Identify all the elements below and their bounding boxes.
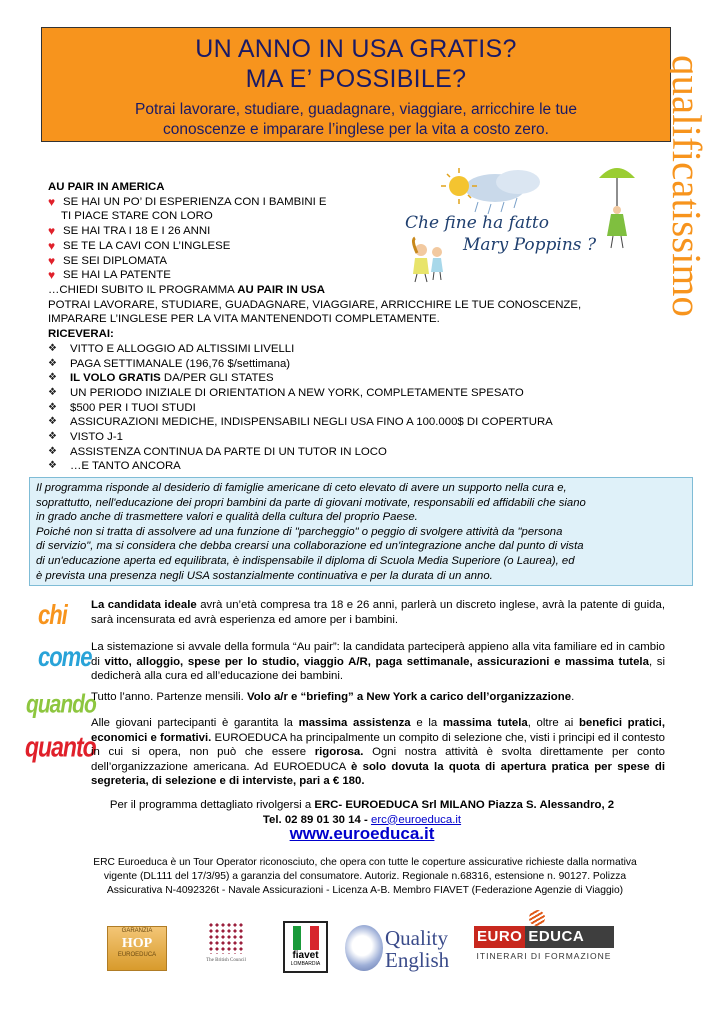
benefit-text: DA/PER GLI STATES [160,372,274,385]
chi-text: avrà un’età compresa tra 18 e 26 anni, parlerà un discreto inglese, avrà la patente di guida, sarà incensurata ed avrà esperienza ed amore per i bambini. [91,599,666,626]
quanto-text: EUROEDUCA ha principalmente un compito di selezione che, visti i principi ed il contesto in cui si opera, non può che essere [91,731,665,759]
benefit-text: ASSISTENZA CONTINUA DA PARTE DI UN TUTOR IN LOCO [70,445,387,458]
q-swirl-icon [345,925,383,971]
section-quando-text [91,690,665,705]
hop-guarantee-logo [107,926,167,971]
chi-bold: La candidata ideale [91,599,197,611]
benefit-item [48,459,581,474]
dot-grid-icon [208,922,244,954]
diamond-bullet-icon: ❖ [48,431,57,443]
quando-text: . [571,691,575,703]
label-quando: quando [26,690,96,719]
diamond-bullet-icon: ❖ [48,460,57,472]
quanto-text: Ogni nostra attività è svolta direttamente per conto dell’organizzazione americana. Ad EUROEDUCA [91,746,665,773]
requirement-item [48,195,327,210]
benefit-item [48,386,581,401]
quanto-bold: massima tutela [442,717,528,729]
ask-prefix: …CHIEDI SUBITO IL PROGRAMMA [48,284,238,296]
euroeduca-logo [474,924,614,974]
contact-phone: Tel. 02 89 01 30 14 - [262,813,371,826]
benefit-item [48,401,581,416]
quanto-bold: rigorosa. [314,746,364,759]
diamond-bullet-icon: ❖ [48,386,57,398]
euroeduca-tagline: ITINERARI DI FORMAZIONE [476,951,612,961]
euroeduca-euro: EURO [474,926,525,948]
section-come-text [91,640,665,684]
heart-icon: ♥ [48,194,56,209]
child-figure-icon [431,247,443,280]
benefit-text: VITTO E ALLOGGIO AD ALTISSIMI LIVELLI [70,342,295,355]
child-figure-icon [413,238,429,282]
aupair-section [48,180,327,283]
come-text: , si dedicherà alla cura ed all’educazione dei bambini. [91,655,665,683]
benefit-item [48,342,581,357]
benefit-text: VISTO J-1 [70,431,123,444]
vertical-tagline-text: qualificatissimo [664,55,710,317]
email-link[interactable]: erc@euroeduca.it [370,813,462,826]
benefit-item [48,415,581,430]
contact-line1 [0,798,724,813]
benefit-text: …E TANTO ANCORA [70,460,181,473]
quando-bold: Volo a/r e “briefing” a New York a carico dell’organizzazione [246,691,572,703]
requirement-item [48,224,327,239]
benefit-item [48,371,581,386]
requirement-item [48,254,327,269]
diamond-bullet-icon: ❖ [48,416,57,428]
hop-bottom-text: EUROEDUCA [117,952,157,958]
header-banner [41,27,671,142]
legal-line: vigente (DL111 del 17/3/95) a garanzia del consumatore. Autoriz. Regionale n.68316, estensione n. 90127. Polizza [103,871,627,882]
diamond-bullet-icon: ❖ [48,357,57,369]
section-quanto-text [91,716,665,789]
diamond-bullet-icon: ❖ [48,401,57,413]
diamond-bullet-icon: ❖ [48,372,57,384]
benefit-text: ASSICURAZIONI MEDICHE, INDISPENSABILI NEGLI USA FINO A 100.000$ DI COPERTURA [70,416,553,429]
quanto-text: , oltre ai [527,717,579,729]
section-chi-text [91,598,665,627]
pitch-line2: IMPARARE L’INGLESE PER LA VITA MANTENENDOTI COMPLETAMENTE. [48,313,440,326]
program-info-box [29,477,693,586]
benefit-bold: IL VOLO GRATIS [70,372,161,385]
benefit-text: PAGA SETTIMANALE (196,76 $/settimana) [70,357,291,370]
requirement-text: SE HAI UN PO’ DI ESPERIENZA CON I BAMBINI E [63,195,327,208]
program-details [48,283,581,474]
legal-line: Assicurativa N-4092326t - Navale Assicurazioni - Licenza A-B. Membro FIAVET (Federazione Agenzie di Viaggio) [106,885,624,896]
quanto-bold: è solo dovuta la quota di apertura pratica per spese di segreteria, di selezione e di interviste, pari a € 180. [91,760,665,788]
subtitle-line1: Potrai lavorare, studiare, guadagnare, viaggiare, arricchire le tue [135,101,577,118]
quality-english-logo [345,923,470,975]
ask-program-line [48,283,581,298]
fiavet-logo [283,921,328,973]
benefit-item [48,445,581,460]
vertical-tagline [664,36,710,336]
heart-icon: ♥ [48,224,56,239]
illustration-svg [403,158,661,284]
quando-text: Tutto l’anno. Partenze mensili. [91,691,247,703]
british-council-caption: The British Council [206,958,246,963]
mary-poppins-illustration [403,158,661,284]
info-line: soprattutto, nell'educazione dei propri bambini da parte di giovani motivate, responsabili ed affidabili che siano [36,496,586,509]
come-text: La sistemazione si avvale della formula “Au pair”: la candidata parteciperà appieno alla vita familiare ed in cambio di [91,641,665,668]
quality-text: Quality [385,926,448,950]
info-line: Il programma risponde al desiderio di famiglie americane di ceto elevato di avere un supporto nella cura e, [36,482,567,494]
info-line: in grado anche di trasmettere valori e qualità della cultura del proprio Paese. [36,511,418,524]
umbrella-icon [599,168,635,248]
illustration-caption-1: Che fine ha fatto [405,213,549,233]
benefit-text: UN PERIODO INIZIALE DI ORIENTATION A NEW YORK, COMPLETAMENTE SPESATO [70,386,524,399]
info-line: di un'educazione aperta ed equilibrata, è indispensabile il diploma di Scuola Media Superiore (o Laurea), ed [36,554,575,567]
info-line: è prevista una presenza negli USA sostanzialmente continuativa e per la durata di un anno. [36,569,493,582]
info-line: Poiché non si tratta di assolvere ad una funzione di "parcheggio" o peggio di svolgere attività da "persona [36,525,563,538]
hop-big-text: HOP [121,936,153,951]
pitch-line1: POTRAI LAVORARE, STUDIARE, GUADAGNARE, VIAGGIARE, ARRICCHIRE LE TUE CONOSCENZE, [48,298,582,311]
quanto-text: e la [410,717,443,729]
benefit-text: $500 PER I TUOI STUDI [70,401,196,414]
legal-footer [60,856,670,898]
contact-prefix: Per il programma dettagliato rivolgersi a [109,799,315,811]
label-chi: chi [38,599,67,631]
benefit-item [48,430,581,445]
benefit-item [48,357,581,372]
hop-top-text: GARANZIA [121,928,153,934]
requirement-text: SE HAI TRA I 18 E I 26 ANNI [63,225,211,238]
label-come: come [38,641,92,673]
heart-icon: ♥ [48,238,56,253]
diamond-bullet-icon: ❖ [48,342,57,354]
fiavet-name: fiavet [292,950,319,961]
headline-line1: UN ANNO IN USA GRATIS? [195,35,517,63]
requirement-text: SE SEI DIPLOMATA [63,254,168,267]
heart-icon: ♥ [48,253,56,268]
requirement-item [48,268,327,283]
info-line: di servizio", ma si considera che debba crearsi una collaborazione ed un'integrazione anche dal punto di vista [36,540,584,553]
ask-bold: AU PAIR IN USA [237,284,326,296]
quanto-bold: benefici pratici, economici e formativi. [91,717,666,744]
contact-block [0,798,724,827]
diamond-bullet-icon: ❖ [48,445,57,457]
website-link[interactable]: www.euroeduca.it [289,824,435,843]
receive-title: RICEVERAI: [48,328,114,341]
headline-line2: MA E’ POSSIBILE? [245,65,467,93]
requirement-text: SE HAI LA PATENTE [63,269,171,282]
requirement-text: SE TE LA CAVI CON L’INGLESE [63,239,231,252]
fiavet-region: LOMBARDIA [290,961,321,967]
quanto-bold: massima assistenza [298,717,411,729]
euroeduca-educa: EDUCA [525,926,614,948]
subtitle-line2: conoscenze e imparare l’inglese per la vita a costo zero. [163,121,549,138]
illustration-caption-2: Mary Poppins ? [463,235,597,255]
contact-address: ERC- EUROEDUCA Srl MILANO Piazza S. Alessandro, 2 [314,799,615,811]
english-text: English [385,948,450,972]
italian-flag-icon [293,926,319,950]
euroeduca-emblem-icon [529,910,545,926]
legal-line: ERC Euroeduca è un Tour Operator riconosciuto, che opera con tutte le coperture assicurative richieste dalla normativa [93,857,637,868]
label-quanto: quanto [25,730,96,763]
heart-icon: ♥ [48,268,56,283]
come-bold: vitto, alloggio, spese per lo studio, viaggio A/R, paga settimanale, assicurazioni e massima tutela [104,655,649,668]
aupair-title: AU PAIR IN AMERICA [48,181,165,193]
euroeduca-wordmark [474,926,614,948]
british-council-logo [196,922,256,972]
requirement-item [48,239,327,254]
quanto-text: Alle giovani partecipanti è garantita la [91,717,299,729]
requirement-continuation: TI PIACE STARE CON LORO [61,210,213,223]
